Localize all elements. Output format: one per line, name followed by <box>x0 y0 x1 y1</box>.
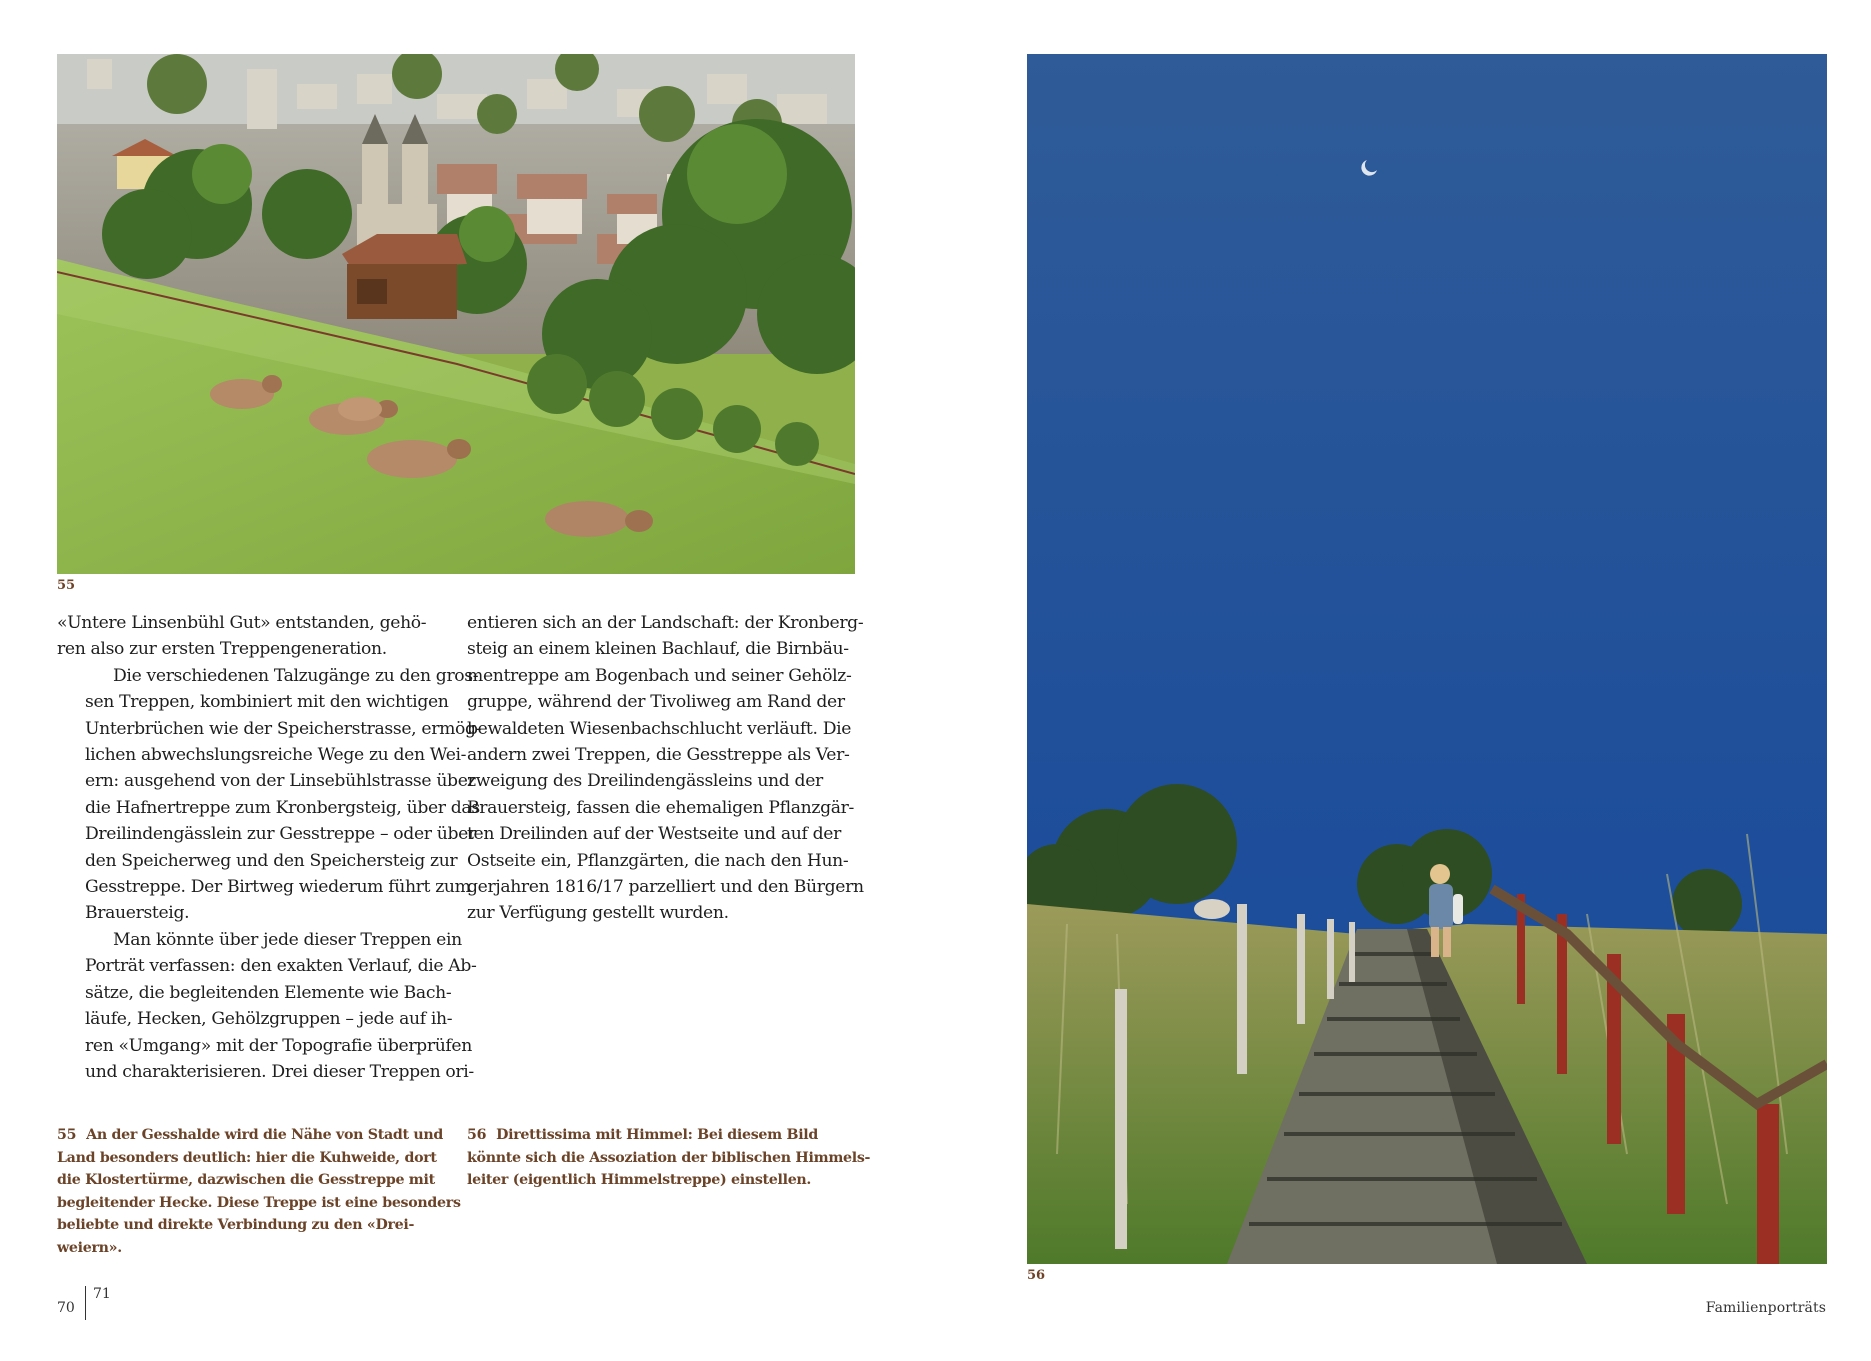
text-line: Gesstreppe. Der Birtweg wiederum führt zum <box>85 877 471 898</box>
photo-staircase-sky <box>1027 54 1827 1264</box>
running-head: Familienporträts <box>1705 1300 1826 1316</box>
text-line: zur Verfügung gestellt wurden. <box>467 903 729 924</box>
text-line: Ostseite ein, Pflanzgärten, die nach den Hun- <box>467 850 849 871</box>
text-line: die Hafnertreppe zum Kronbergsteig, über das <box>85 797 480 818</box>
text-line: zweigung des Dreilindengässleins und der <box>467 771 823 792</box>
caption-line <box>467 1124 867 1147</box>
body-column-2 <box>467 610 864 927</box>
caption-number: 56 <box>467 1127 487 1143</box>
text-line: ern: ausgehend von der Linsebühlstrasse über <box>85 771 476 792</box>
text-line: Die verschiedenen Talzugänge zu den gros- <box>113 665 479 686</box>
caption-line: beliebte und direkte Verbindung zu den «Drei- <box>57 1217 415 1233</box>
caption-number: 55 <box>57 1127 77 1143</box>
caption-text: An der Gesshalde wird die Nähe von Stadt und <box>86 1127 444 1143</box>
caption-line: weiern». <box>57 1239 122 1256</box>
hillside-illustration <box>57 54 855 574</box>
text-line: Unterbrüchen wie der Speicherstrasse, ermög- <box>85 718 482 739</box>
text-line: den Speicherweg und den Speichersteig zur <box>85 850 458 871</box>
text-line: läufe, Hecken, Gehölzgruppen – jede auf ih- <box>85 1009 453 1030</box>
caption-line <box>57 1124 447 1147</box>
text-line: «Untere Linsenbühl Gut» entstanden, gehö- <box>57 613 427 633</box>
folio-divider <box>85 1286 86 1320</box>
paragraph-2 <box>57 663 482 927</box>
staircase-illustration <box>1027 54 1827 1264</box>
text-line: sätze, die begleitenden Elemente wie Bach- <box>85 982 452 1003</box>
text-line: steig an einem kleinen Bachlauf, die Birnbäu- <box>467 639 849 660</box>
text-line: andern zwei Treppen, die Gesstreppe als Ver- <box>467 745 850 766</box>
caption-text: Direttissima mit Himmel: Bei diesem Bild <box>496 1127 818 1143</box>
caption-line: Land besonders deutlich: hier die Kuhweide, dort <box>57 1149 437 1166</box>
text-line: Brauersteig. <box>85 903 190 924</box>
caption-line: begleitender Hecke. Diese Treppe ist eine besonders <box>57 1194 461 1211</box>
text-line: entieren sich an der Landschaft: der Kronberg- <box>467 613 864 633</box>
figure-number-55: 55 <box>57 578 76 593</box>
text-line: Porträt verfassen: den exakten Verlauf, die Ab- <box>85 956 477 977</box>
text-line: gruppe, während der Tivoliweg am Rand der <box>467 692 845 713</box>
text-line: sen Treppen, kombiniert mit den wichtigen <box>85 692 449 713</box>
caption-line: die Klostertürme, dazwischen die Gesstreppe mit <box>57 1172 435 1188</box>
text-line: mentreppe am Bogenbach und seiner Gehölz- <box>467 665 852 686</box>
paragraph-1 <box>57 610 445 663</box>
photo-hillside-cows <box>57 54 855 574</box>
text-line: und charakterisieren. Drei dieser Treppen ori- <box>85 1061 474 1082</box>
page-number-left: 70 <box>57 1300 75 1316</box>
text-line: Man könnte über jede dieser Treppen ein <box>113 929 462 950</box>
page-number-right: 71 <box>93 1286 111 1302</box>
text-line: ren «Umgang» mit der Topografie überprüfen <box>85 1035 472 1056</box>
caption-56 <box>467 1124 871 1192</box>
caption-line: könnte sich die Assoziation der biblischen Himmels- <box>467 1149 871 1166</box>
text-line: lichen abwechslungsreiche Wege zu den Wei- <box>85 745 467 766</box>
text-line: ten Dreilinden auf der Westseite und auf der <box>467 824 841 845</box>
text-line: Brauersteig, fassen die ehemaligen Pflanzgär- <box>467 797 854 818</box>
paragraph-3 <box>57 927 477 1085</box>
caption-55 <box>57 1124 461 1259</box>
text-line: Dreilindengässlein zur Gesstreppe – oder über <box>85 824 476 845</box>
text-line: bewaldeten Wiesenbachschlucht verläuft. Die <box>467 718 852 739</box>
paragraph-4 <box>467 610 864 927</box>
text-line: ren also zur ersten Treppengeneration. <box>57 639 387 660</box>
figure-number-56: 56 <box>1027 1268 1046 1283</box>
body-column-1 <box>57 610 482 1085</box>
text-line: gerjahren 1816/17 parzelliert und den Bürgern <box>467 877 864 898</box>
caption-line: leiter (eigentlich Himmelstreppe) einstellen. <box>467 1172 812 1188</box>
